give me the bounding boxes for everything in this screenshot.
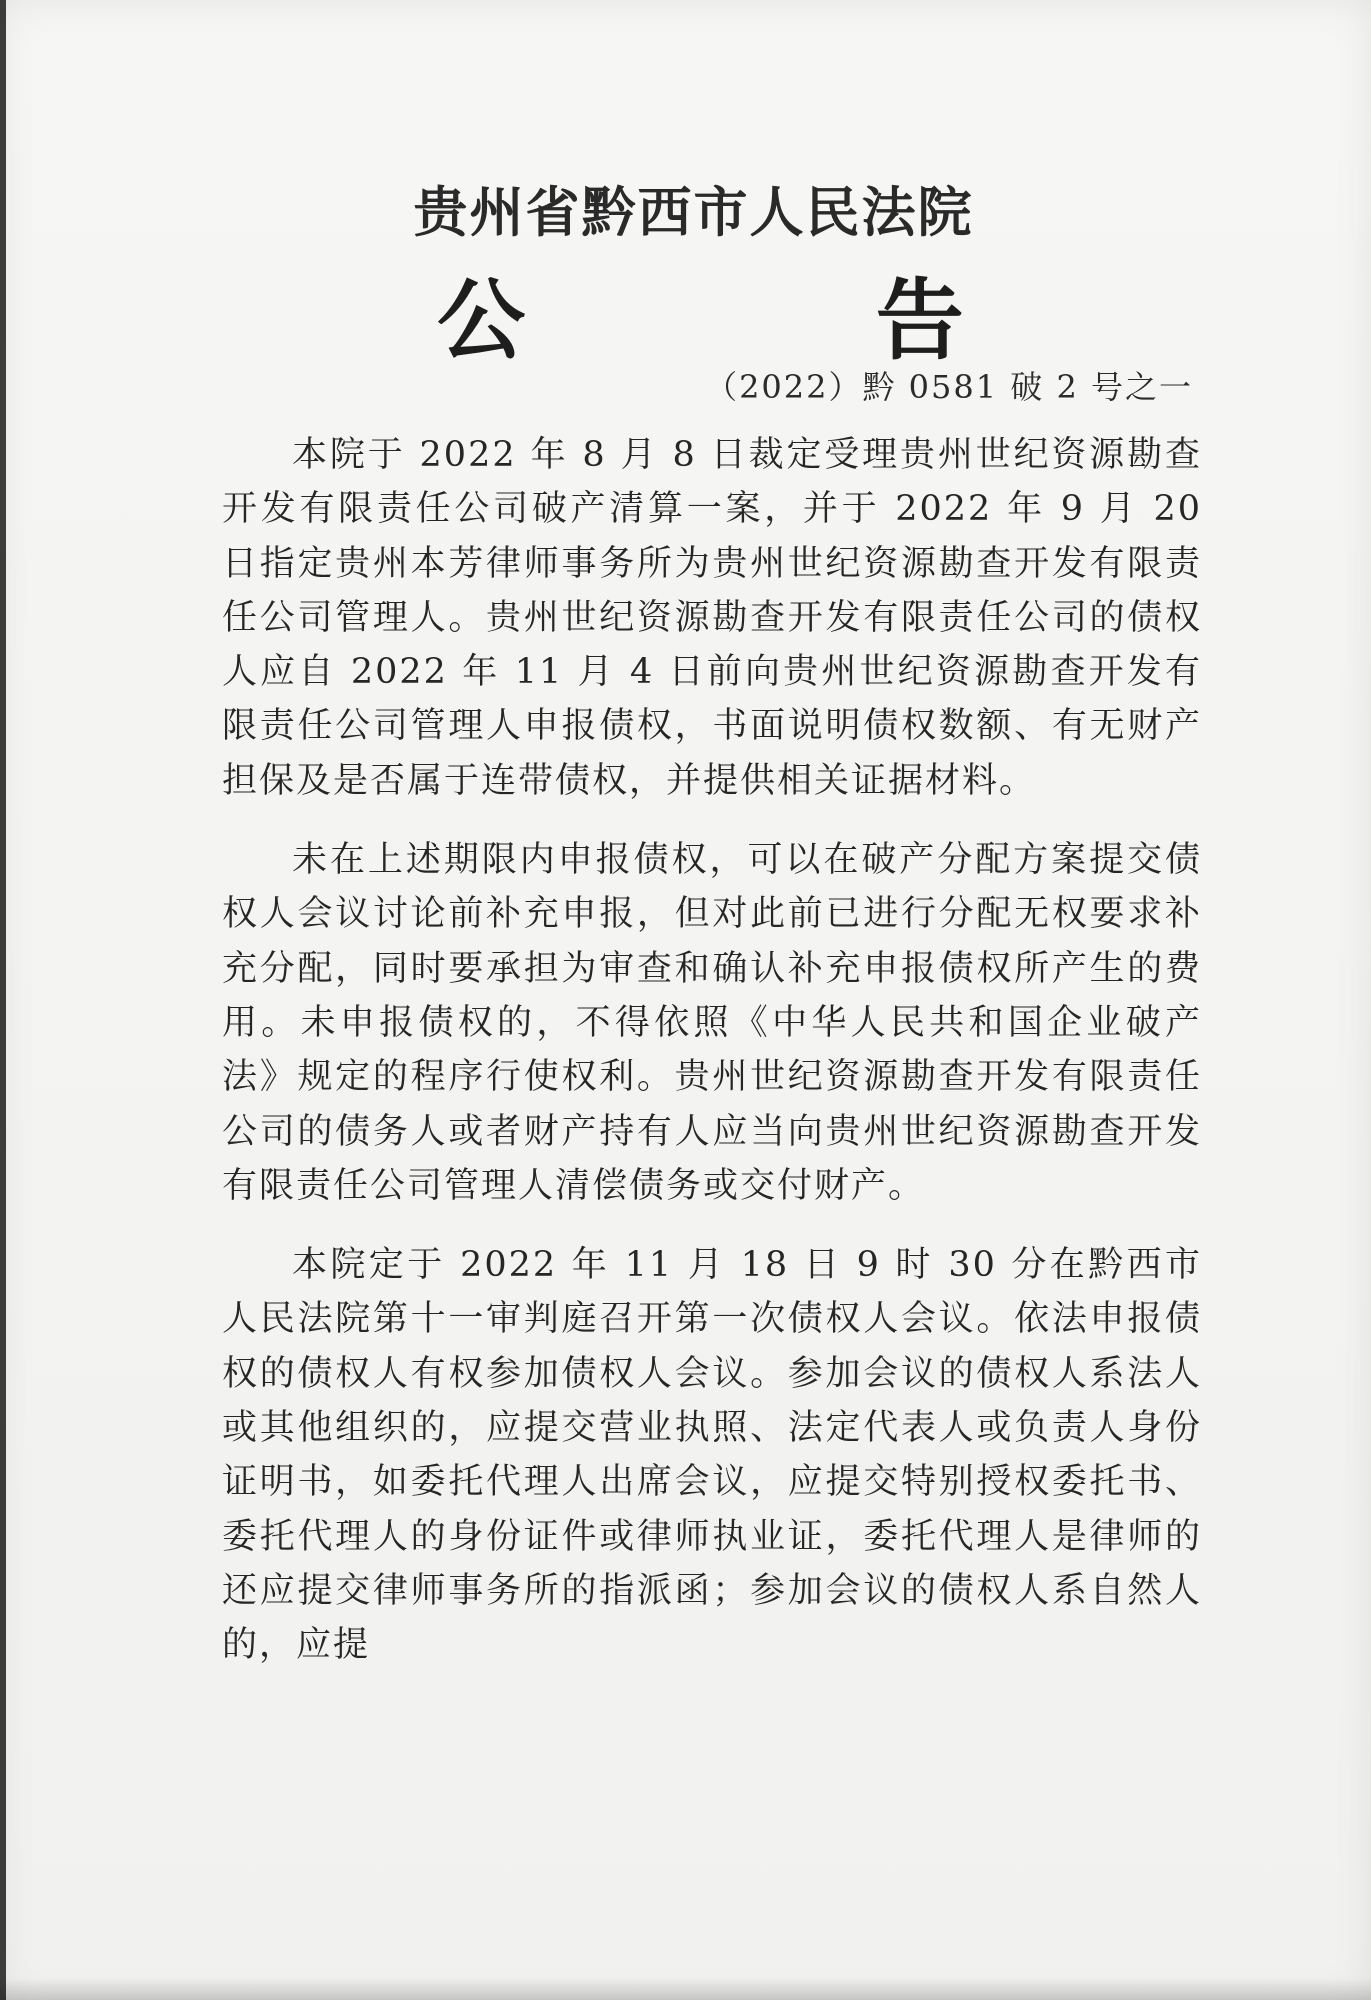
- document-header: [0, 170, 1371, 377]
- paragraph-2: 未在上述期限内申报债权，可以在破产分配方案提交债权人会议讨论前补充申报，但对此前已进行分配无权要求补充分配，同时要承担为审查和确认补充申报债权所产生的费用。未申报债权的，不得依照《中华人民共和国企业破产法》规定的程序行使权利。贵州世纪资源勘查开发有限责任公司的债务人或者财产持有人应当向贵州世纪资源勘查开发有限责任公司管理人清偿债务或交付财产。: [222, 840, 1202, 1206]
- case-number: （2022）黔 0581 破 2 号之一: [705, 368, 1193, 406]
- document-title: 公 告: [437, 268, 1124, 372]
- page-bottom-shadow: [0, 1978, 1371, 2000]
- paragraph-3: 本院定于 2022 年 11 月 18 日 9 时 30 分在黔西市人民法院第十一审判庭召开第一次债权人会议。依法申报债权的债权人有权参加债权人会议。参加会议的债权人系法人或其他组织的，应提交营业执照、法定代表人或负责人身份证明书，如委托代理人出席会议，应提交特别授权委托书、委托代理人的身份证件或律师执业证，委托代理人是律师的还应提交律师事务所的指派函；参加会议的债权人系自然人的，应提: [222, 1245, 1202, 1666]
- document-body: [222, 428, 1202, 1673]
- court-name: 贵州省黔西市人民法院: [413, 180, 974, 244]
- paragraph-1: 本院于 2022 年 8 月 8 日裁定受理贵州世纪资源勘查开发有限责任公司破产清算一案，并于 2022 年 9 月 20 日指定贵州本芳律师事务所为贵州世纪资源勘查开发有限责任公司管理人。贵州世纪资源勘查开发有限责任公司的债权人应自 2022 年 11 月 4 日前向贵州世纪资源勘查开发有限责任公司管理人申报债权，书面说明债权数额、有无财产担保及是否属于连带债权，并提供相关证据材料。: [222, 435, 1202, 801]
